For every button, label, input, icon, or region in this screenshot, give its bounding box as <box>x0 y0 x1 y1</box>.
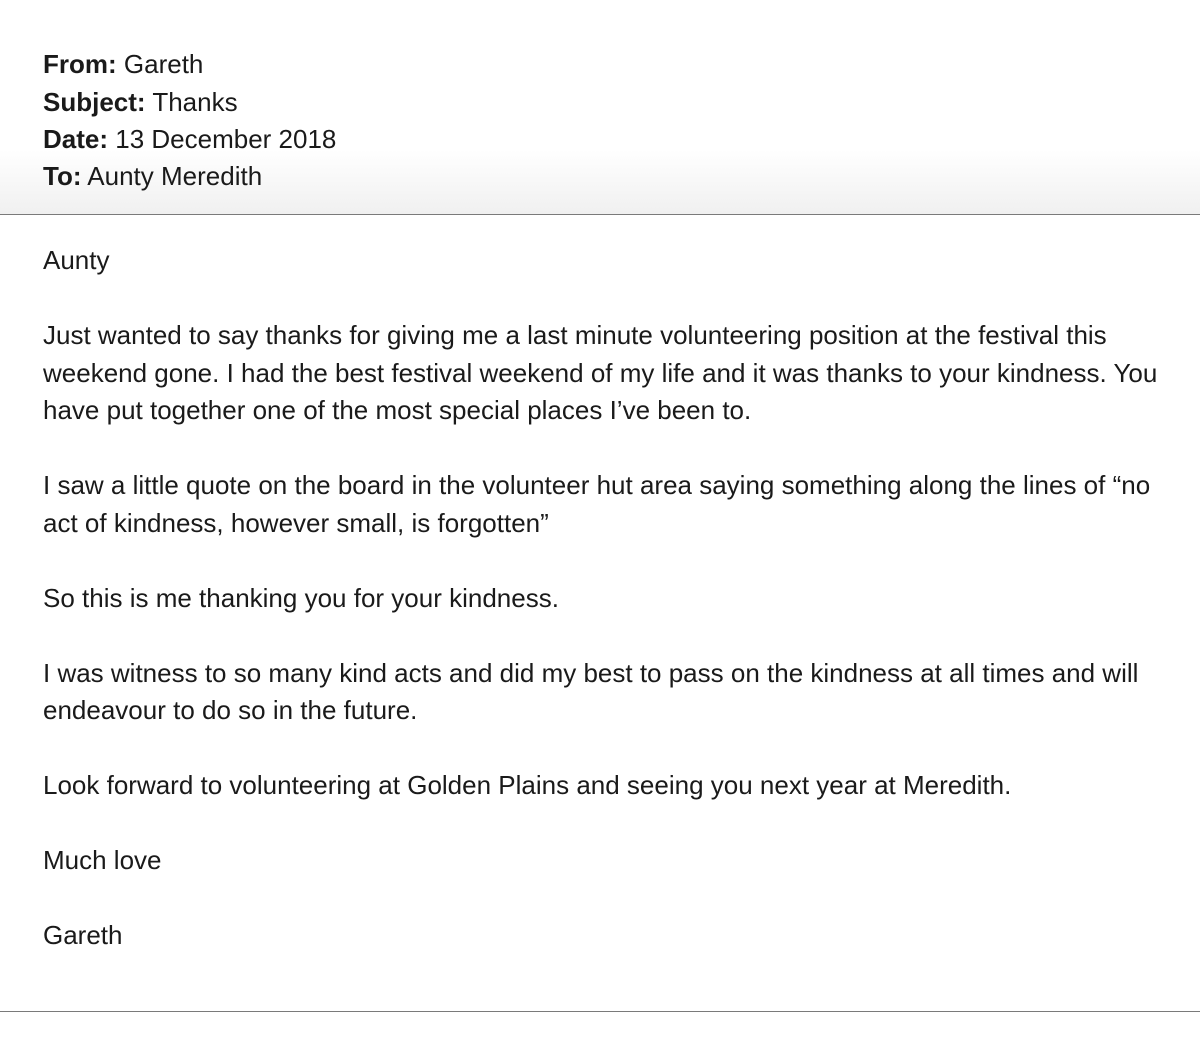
to-value: Aunty Meredith <box>87 161 263 191</box>
from-row <box>43 49 203 79</box>
from-label: From: <box>43 49 117 79</box>
signature: Gareth <box>43 920 123 950</box>
date-row <box>43 124 336 154</box>
to-row <box>43 161 262 191</box>
subject-row <box>43 87 238 117</box>
body-paragraph: So this is me thanking you for your kindness. <box>43 582 559 613</box>
from-value: Gareth <box>123 49 204 79</box>
to-label: To: <box>43 161 82 191</box>
closing: Much love <box>43 845 162 875</box>
subject-value: Thanks <box>152 87 238 117</box>
body-paragraph: I saw a little quote on the board in the volunteer hut area saying something along the lines of “no act of kindness, however small, is forgotten” <box>43 470 1151 538</box>
subject-label: Subject: <box>43 87 146 117</box>
body-paragraph: Look forward to volunteering at Golden Plains and seeing you next year at Meredith. <box>43 770 1012 800</box>
greeting: Aunty <box>43 245 110 275</box>
email-body <box>43 242 1163 992</box>
date-label: Date: <box>43 124 109 154</box>
body-paragraph: Just wanted to say thanks for giving me a last minute volunteering position at the festival this weekend gone. I had the best festival weekend of my life and it was thanks to your kindness. You have put together one of the most special places I’ve been to. <box>43 320 1158 425</box>
email-header <box>0 0 1200 215</box>
date-value: 13 December 2018 <box>115 124 337 154</box>
bottom-divider <box>0 1011 1200 1012</box>
body-paragraph: I was witness to so many kind acts and did my best to pass on the kindness at all times and will endeavour to do so in the future. <box>43 657 1139 725</box>
